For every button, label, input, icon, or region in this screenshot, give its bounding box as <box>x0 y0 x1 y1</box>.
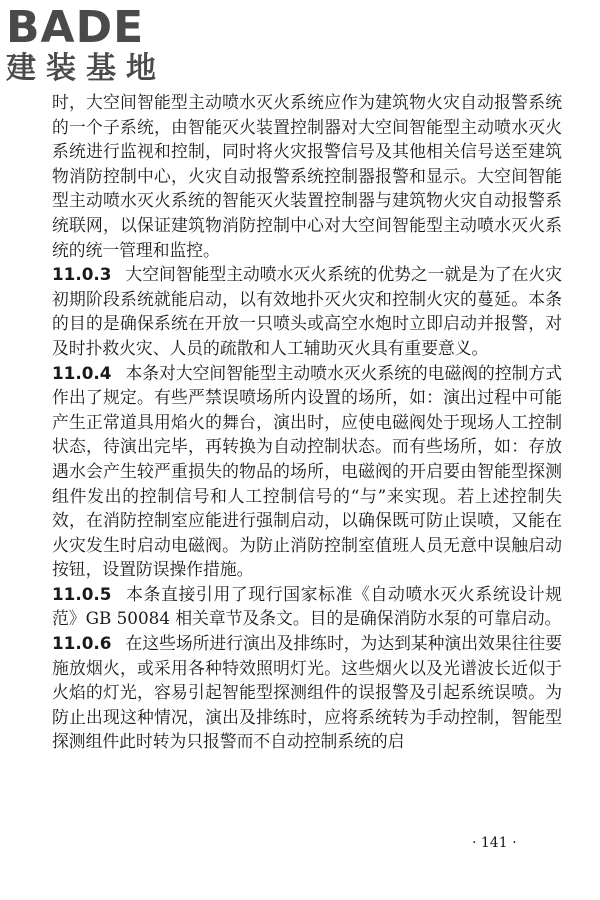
paragraph-text: 本条对大空间智能型主动喷水灭火系统的电磁阀的控制方式作出了规定。有些严禁误喷场所内设置的场所，如：演出过程中可能产生正常道具用焰火的舞台，演出时，应使电磁阀处于现场人工控制状态，待演出完毕，再转换为自动控制状态。而有些场所，如：存放遇水会产生较严重损失的物品的场所，电磁阀的开启要由智能型探测组件发出的控制信号和人工控制信号的“与”来实现。若上述控制失效，在消防控制室应能进行强制启动，以确保既可防止误喷，又能在火灾发生时启动电磁阀。为防止消防控制室值班人员无意中误触启动按钮，设置防误操作措施。 <box>52 362 562 580</box>
paragraph-11-0-3 <box>52 262 562 360</box>
paragraph-text: 本条直接引用了现行国家标准《自动喷水灭火系统设计规范》GB 50084 相关章节及条文。目的是确保消防水泵的可靠启动。 <box>52 583 562 629</box>
section-number: 11.0.3 <box>52 264 112 285</box>
paragraph-continuation <box>52 90 562 262</box>
logo-brand: BADE <box>6 2 145 53</box>
page-number: · 141 · <box>472 835 517 851</box>
paragraph-11-0-4 <box>52 361 562 582</box>
section-number: 11.0.6 <box>52 633 112 654</box>
paragraph-11-0-6 <box>52 631 562 754</box>
bade-logo <box>6 4 176 86</box>
section-number: 11.0.5 <box>52 583 112 604</box>
document-body <box>52 90 562 754</box>
logo-subtitle: 建装基地 <box>6 51 166 86</box>
paragraph-text: 在这些场所进行演出及排练时，为达到某种演出效果往往要施放烟火，或采用各种特效照明灯光。这些烟火以及光谱波长近似于火焰的灯光，容易引起智能型探测组件的误报警及引起系统误喷。为防止出现这种情况，演出及排练时，应将系统转为手动控制，智能型探测组件此时转为只报警而不自动控制系统的启 <box>52 633 562 752</box>
paragraph-text: 大空间智能型主动喷水灭火系统的优势之一就是为了在火灾初期阶段系统就能启动，以有效地扑灭火灾和控制火灾的蔓延。本条的目的是确保系统在开放一只喷头或高空水炮时立即启动并报警，对及时扑救火灾、人员的疏散和人工辅助灭火具有重要意义。 <box>52 264 562 358</box>
paragraph-11-0-5 <box>52 582 562 631</box>
paragraph-text: 时，大空间智能型主动喷水灭火系统应作为建筑物火灾自动报警系统的一个子系统，由智能灭火装置控制器对大空间智能型主动喷水灭火系统进行监视和控制，同时将火灾报警信号及其他相关信号送至建筑物消防控制中心，火灾自动报警系统控制器报警和显示。大空间智能型主动喷水灭火系统的智能灭火装置控制器与建筑物火灾自动报警系统联网，以保证建筑物消防控制中心对大空间智能型主动喷水灭火系统的统一管理和监控。 <box>52 92 562 260</box>
section-number: 11.0.4 <box>52 362 112 383</box>
